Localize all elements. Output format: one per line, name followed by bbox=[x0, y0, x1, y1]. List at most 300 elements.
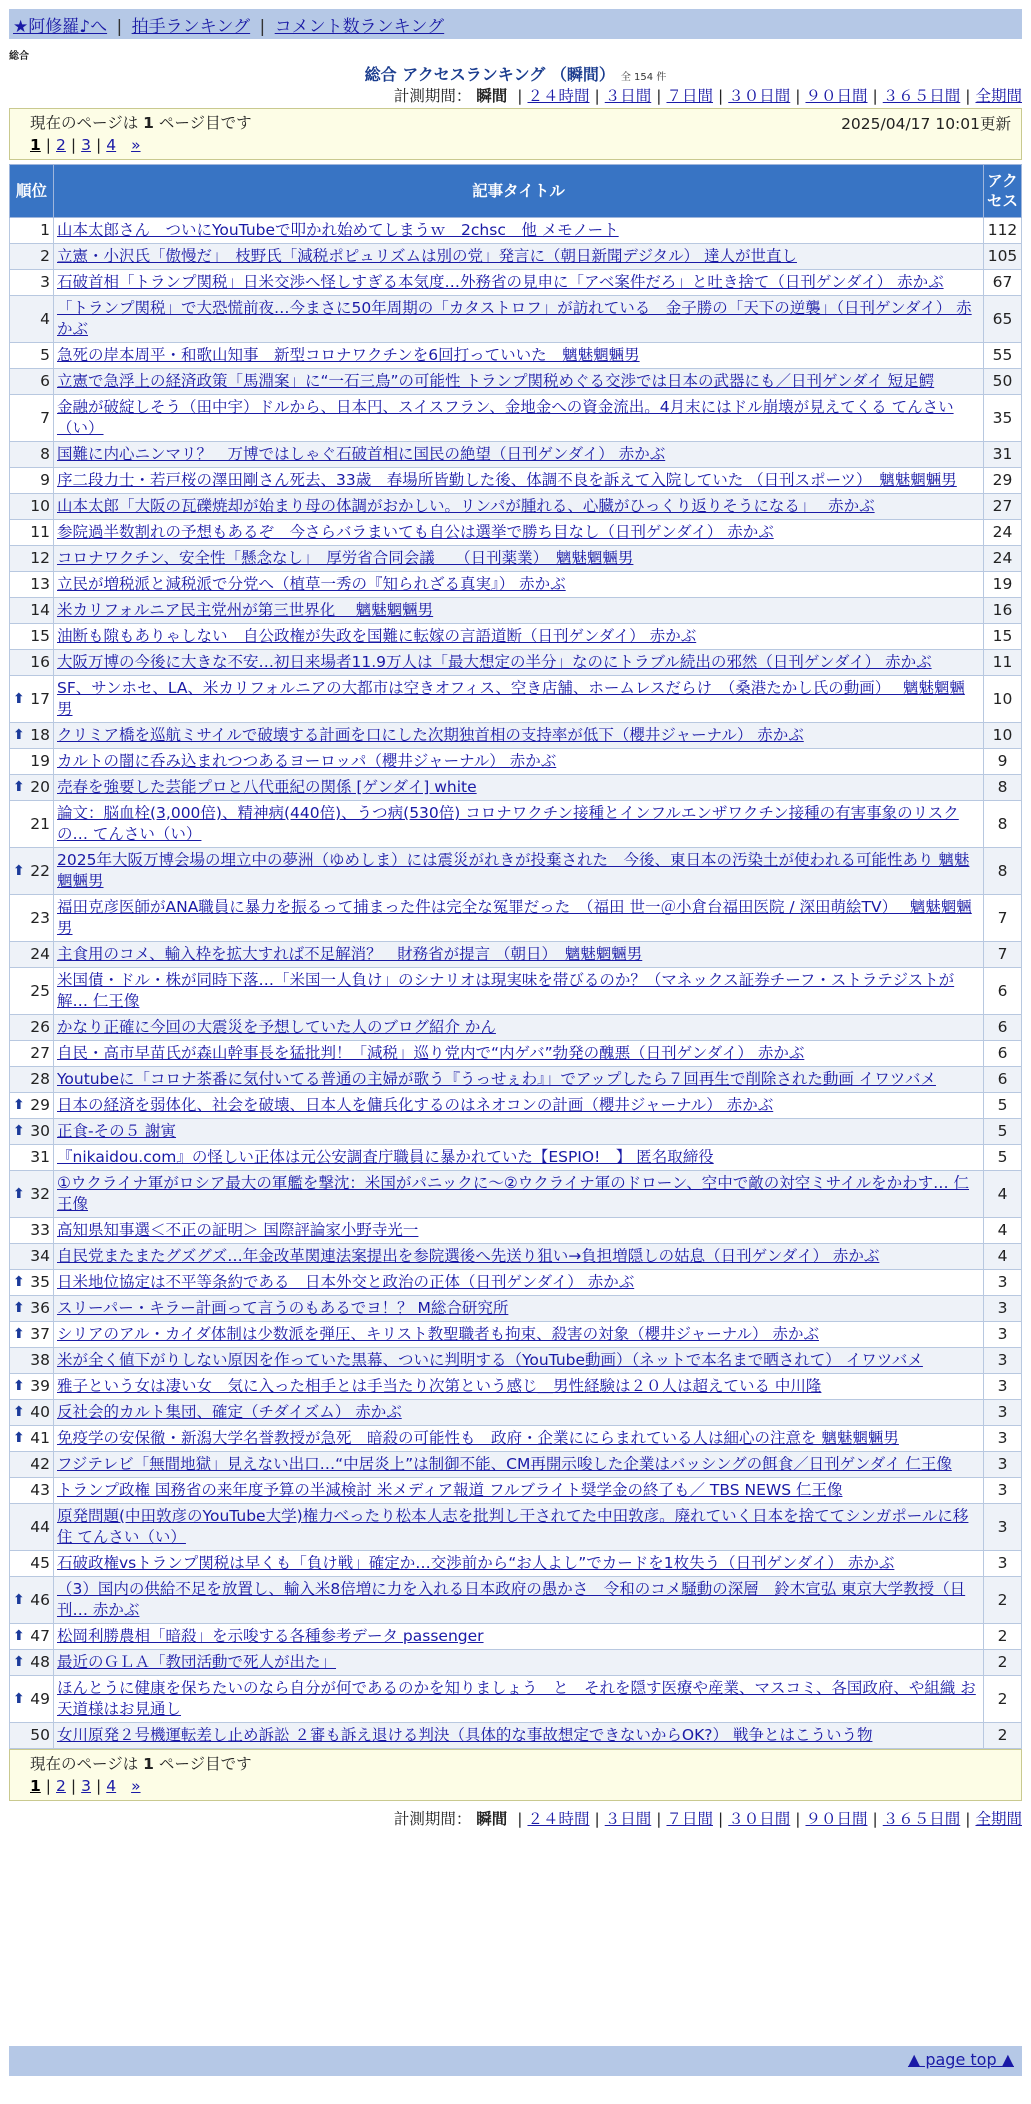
title-cell bbox=[54, 1551, 984, 1577]
access-count: 3 bbox=[984, 1270, 1022, 1296]
table-row bbox=[10, 1041, 1022, 1067]
title-cell bbox=[54, 1374, 984, 1400]
rank-number: 16 bbox=[30, 653, 50, 671]
access-count: 3 bbox=[984, 1551, 1022, 1577]
period-option-link[interactable]: ９０日間 bbox=[805, 1810, 868, 1828]
rank-up-arrow-icon: ⬆ bbox=[13, 1123, 25, 1139]
rank-cell bbox=[10, 1270, 54, 1296]
rank-number: 38 bbox=[30, 1351, 50, 1369]
article-title-link[interactable]: トランプ政権 国務省の来年度予算の半減検討 米メディア報道 フルブライト奨学金の終了も／ TBS NEWS 仁王像 bbox=[57, 1481, 843, 1499]
article-title-link[interactable]: クリミア橋を巡航ミサイルで破壊する計画を口にした次期独首相の支持率が低下（櫻井ジャーナル） 赤かぶ bbox=[57, 726, 804, 744]
title-cell bbox=[54, 468, 984, 494]
period-separator: | bbox=[965, 87, 971, 105]
article-title-link[interactable]: スリーパー・キラー計画って言うのもあるでヨ！？ M総合研究所 bbox=[57, 1299, 509, 1317]
pager-separator: | bbox=[96, 1777, 102, 1795]
period-label: 計測期間： bbox=[393, 1810, 472, 1828]
rank-cell bbox=[10, 218, 54, 244]
rank-up-arrow-icon: ⬆ bbox=[13, 1097, 25, 1113]
article-title-link[interactable]: 米カリフォルニア民主党州が第三世界化 魑魅魍魎男 bbox=[57, 601, 434, 619]
access-count: 6 bbox=[984, 968, 1022, 1015]
title-cell bbox=[54, 1296, 984, 1322]
article-title-link[interactable]: 高知県知事選＜不正の証明＞ 国際評論家小野寺光一 bbox=[57, 1221, 419, 1239]
rank-number: 4 bbox=[40, 309, 50, 328]
rank-cell bbox=[10, 395, 54, 442]
table-row bbox=[10, 1093, 1022, 1119]
rank-number: 32 bbox=[30, 1184, 50, 1203]
period-option-link[interactable]: ３６５日間 bbox=[882, 87, 961, 105]
title-cell bbox=[54, 624, 984, 650]
period-separator: | bbox=[656, 1810, 662, 1828]
header-access: アクセス bbox=[984, 165, 1022, 218]
period-option-link[interactable]: ９０日間 bbox=[805, 87, 868, 105]
access-count: 2 bbox=[984, 1577, 1022, 1624]
nav-separator: | bbox=[116, 17, 123, 37]
rank-cell bbox=[10, 494, 54, 520]
table-row bbox=[10, 1478, 1022, 1504]
title-cell bbox=[54, 801, 984, 848]
title-cell bbox=[54, 520, 984, 546]
article-title-link[interactable]: 国難に内心ニンマリ？ 万博ではしゃぐ石破首相に国民の絶望（日刊ゲンダイ） 赤かぶ bbox=[57, 445, 666, 463]
rank-number: 17 bbox=[30, 689, 50, 708]
rank-number: 29 bbox=[30, 1096, 50, 1114]
article-title-link[interactable]: 山本太郎「大阪の瓦礫焼却が始まり母の体調がおかしい。リンパが腫れる、心臓がひっくり返りそうになる」 赤かぶ bbox=[57, 497, 875, 515]
rank-number: 20 bbox=[30, 778, 50, 796]
rank-number: 14 bbox=[30, 601, 50, 619]
rank-cell bbox=[10, 1093, 54, 1119]
title-cell bbox=[54, 1624, 984, 1650]
access-count: 4 bbox=[984, 1218, 1022, 1244]
page-title: 総合 アクセスランキング （瞬間） bbox=[364, 65, 615, 84]
rank-number: 41 bbox=[30, 1429, 50, 1447]
page-link[interactable]: 1 bbox=[30, 1777, 41, 1795]
rank-number: 27 bbox=[30, 1044, 50, 1062]
access-count: 55 bbox=[984, 343, 1022, 369]
article-title-link[interactable]: 論文：脳血栓(3,000倍)、精神病(440倍)、うつ病(530倍) コロナワクチン接種とインフルエンザワクチン接種の有害事象のリスクの… てんさい（い） bbox=[57, 804, 959, 843]
period-options bbox=[512, 1810, 1022, 1828]
article-title-link[interactable]: 売春を強要した芸能プロと八代亜紀の関係 [ゲンダイ] white bbox=[57, 778, 477, 796]
article-title-link[interactable]: シリアのアル・カイダ体制は少数派を弾圧、キリスト教聖職者も拘束、殺害の対象（櫻井ジャーナル） 赤かぶ bbox=[57, 1325, 819, 1343]
rank-cell bbox=[10, 598, 54, 624]
page-link[interactable]: 2 bbox=[56, 1777, 66, 1795]
period-option-link[interactable]: ３０日間 bbox=[728, 87, 791, 105]
article-title-link[interactable]: 福田克彦医師がANA職員に暴力を振るって捕まった件は完全な冤罪だった （福田 世一＠小倉台福田医院 / 深田萌絵TV） 魑魅魍魎男 bbox=[57, 898, 972, 937]
rank-up-arrow-icon: ⬆ bbox=[13, 779, 25, 795]
access-count: 16 bbox=[984, 598, 1022, 624]
rank-cell bbox=[10, 442, 54, 468]
period-option-link[interactable]: ２４時間 bbox=[527, 1810, 590, 1828]
rank-cell bbox=[10, 676, 54, 723]
period-option-link[interactable]: ７日間 bbox=[666, 87, 713, 105]
page-top-link[interactable]: ▲ page top ▲ bbox=[907, 2050, 1014, 2069]
next-page-link[interactable]: » bbox=[131, 1777, 141, 1795]
article-title-link[interactable]: 免疫学の安保徹・新潟大学名誉教授が急死 暗殺の可能性も 政府・企業ににらまれている人は細心の注意を 魑魅魍魎男 bbox=[57, 1429, 899, 1447]
rank-cell bbox=[10, 369, 54, 395]
rank-cell bbox=[10, 801, 54, 848]
title-cell bbox=[54, 218, 984, 244]
period-separator: | bbox=[517, 87, 523, 105]
page-link[interactable]: 2 bbox=[56, 136, 66, 154]
article-title-link[interactable]: 主食用のコメ、輸入枠を拡大すれば不足解消？ 財務省が提言 （朝日） 魑魅魍魎男 bbox=[57, 945, 643, 963]
title-cell bbox=[54, 1400, 984, 1426]
rank-cell bbox=[10, 520, 54, 546]
pager bbox=[30, 1775, 1001, 1797]
rank-up-arrow-icon: ⬆ bbox=[13, 1185, 25, 1202]
access-count: 3 bbox=[984, 1426, 1022, 1452]
access-count: 67 bbox=[984, 270, 1022, 296]
period-option-link[interactable]: 全期間 bbox=[975, 1810, 1022, 1828]
period-separator: | bbox=[594, 87, 600, 105]
next-page-link[interactable]: » bbox=[131, 136, 141, 154]
access-count: 31 bbox=[984, 442, 1022, 468]
article-title-link[interactable]: 序二段力士・若戸桜の澤田剛さん死去、33歳 春場所皆勤した後、体調不良を訴えて入院していた （日刊スポーツ） 魑魅魍魎男 bbox=[57, 471, 957, 489]
table-row bbox=[10, 369, 1022, 395]
article-title-link[interactable]: 日本の経済を弱体化、社会を破壊、日本人を傭兵化するのはネオコンの計画（櫻井ジャーナル） 赤かぶ bbox=[57, 1096, 774, 1114]
access-count: 7 bbox=[984, 895, 1022, 942]
rank-cell bbox=[10, 1374, 54, 1400]
rank-cell bbox=[10, 546, 54, 572]
rank-cell bbox=[10, 968, 54, 1015]
period-current: 瞬間 bbox=[476, 1810, 508, 1828]
title-cell bbox=[54, 1244, 984, 1270]
article-title-link[interactable]: かなり正確に今回の大震災を予想していた人のブログ紹介 かん bbox=[57, 1018, 496, 1036]
title-cell bbox=[54, 1218, 984, 1244]
page-link[interactable]: 3 bbox=[81, 1777, 92, 1795]
article-title-link[interactable]: 正食-その５ 謝寅 bbox=[57, 1122, 177, 1140]
title-cell bbox=[54, 369, 984, 395]
period-separator: | bbox=[795, 87, 801, 105]
access-count: 5 bbox=[984, 1093, 1022, 1119]
access-count: 2 bbox=[984, 1624, 1022, 1650]
article-title-link[interactable]: 雅子という女は凄い女 気に入った相手とは手当たり次第という感じ＿男性経験は２０人は超えている 中川隆 bbox=[57, 1377, 822, 1395]
table-header-row bbox=[10, 165, 1022, 218]
article-title-link[interactable]: 自民・高市早苗氏が森山幹事長を猛批判！「減税」巡り党内で“内ゲバ”勃発の醜悪（日刊ゲンダイ） 赤かぶ bbox=[57, 1044, 805, 1062]
pager-separator: | bbox=[96, 136, 102, 154]
rank-up-arrow-icon: ⬆ bbox=[13, 1654, 25, 1670]
rank-number: 8 bbox=[40, 445, 50, 463]
article-title-link[interactable]: 「トランプ関税」で大恐慌前夜…今まさに50年周期の「カタストロフ」が訪れている 金子勝の「天下の逆襲」（日刊ゲンダイ） 赤かぶ bbox=[57, 299, 972, 338]
access-count: 10 bbox=[984, 676, 1022, 723]
rank-number: 15 bbox=[30, 627, 50, 645]
period-separator: | bbox=[872, 87, 878, 105]
access-count: 3 bbox=[984, 1296, 1022, 1322]
rank-cell bbox=[10, 1452, 54, 1478]
rank-cell bbox=[10, 1244, 54, 1270]
table-row bbox=[10, 1171, 1022, 1218]
article-title-link[interactable]: 米国債・ドル・株が同時下落…「米国一人負け」のシナリオは現実味を帯びるのか？（マネックス証券チーフ・ストラテジストが解… 仁王像 bbox=[57, 971, 955, 1010]
title-cell bbox=[54, 942, 984, 968]
article-title-link[interactable]: 金融が破綻しそう（田中宇）ドルから、日本円、スイスフラン、金地金への資金流出。4月末にはドル崩壊が見えてくる てんさい（い） bbox=[57, 398, 954, 437]
table-row bbox=[10, 1067, 1022, 1093]
rank-cell bbox=[10, 1577, 54, 1624]
article-title-link[interactable]: 油断も隙もありゃしない 自公政権が失政を国難に転嫁の言語道断（日刊ゲンダイ） 赤かぶ bbox=[57, 627, 697, 645]
table-row bbox=[10, 395, 1022, 442]
title-cell bbox=[54, 1478, 984, 1504]
pager-separator: | bbox=[45, 136, 52, 154]
rank-up-arrow-icon: ⬆ bbox=[13, 1300, 25, 1316]
article-title-link[interactable]: 石破政権vsトランプ関税は早くも「負け戦」確定か…交渉前から“お人よし”でカードを1枚失う（日刊ゲンダイ） 赤かぶ bbox=[57, 1554, 895, 1572]
article-title-link[interactable]: 急死の岸本周平・和歌山知事 新型コロナワクチンを6回打っていいた 魑魅魍魎男 bbox=[57, 346, 640, 364]
rank-number: 1 bbox=[40, 221, 50, 239]
access-count: 3 bbox=[984, 1478, 1022, 1504]
access-count: 65 bbox=[984, 296, 1022, 343]
rank-number: 21 bbox=[30, 814, 50, 833]
access-count: 35 bbox=[984, 395, 1022, 442]
rank-number: 50 bbox=[30, 1726, 50, 1744]
article-title-link[interactable]: 立憲・小沢氏「傲慢だ」 枝野氏「減税ポピュリズムは別の党」発言に（朝日新聞デジタル） 達人が世直し bbox=[57, 247, 797, 265]
rank-cell bbox=[10, 1348, 54, 1374]
article-title-link[interactable]: 大阪万博の今後に大きな不安…初日来場者11.9万人は「最大想定の半分」なのにトラブル続出の邪然（日刊ゲンダイ） 赤かぶ bbox=[57, 653, 932, 671]
article-title-link[interactable]: 山本太郎さん ついにYouTubeで叩かれ始めてしまうｗ 2chsc 他 メモノート bbox=[57, 221, 619, 239]
rank-cell bbox=[10, 1400, 54, 1426]
article-title-link[interactable]: Youtubeに「コロナ茶番に気付いてる普通の主婦が歌う『うっせぇわ』」でアップしたら７回再生で削除された動画 イワツバメ bbox=[57, 1070, 936, 1088]
period-separator: | bbox=[965, 1810, 971, 1828]
pager-spacer bbox=[116, 136, 131, 154]
updated-timestamp: 2025/04/17 10:01更新 bbox=[841, 115, 1011, 133]
period-option-link[interactable]: ３日間 bbox=[604, 1810, 652, 1828]
link-applause-ranking[interactable]: 拍手ランキング bbox=[131, 17, 251, 37]
article-title-link[interactable]: 自民党またまたグズグズ…年金改革関連法案提出を参院選後へ先送り狙い→負担増隠しの姑息（日刊ゲンダイ） 赤かぶ bbox=[57, 1247, 880, 1265]
title-cell bbox=[54, 1504, 984, 1551]
access-count: 15 bbox=[984, 624, 1022, 650]
access-count: 10 bbox=[984, 723, 1022, 749]
rank-cell bbox=[10, 1624, 54, 1650]
rank-cell bbox=[10, 296, 54, 343]
table-row bbox=[10, 270, 1022, 296]
pager-separator: | bbox=[70, 1777, 77, 1795]
rank-up-arrow-icon: ⬆ bbox=[13, 1378, 25, 1394]
rank-cell bbox=[10, 624, 54, 650]
rank-number: 40 bbox=[30, 1403, 50, 1421]
title-cell bbox=[54, 1093, 984, 1119]
title-cell bbox=[54, 848, 984, 895]
total-count: 全 154 件 bbox=[620, 72, 667, 83]
access-count: 8 bbox=[984, 848, 1022, 895]
table-row bbox=[10, 1244, 1022, 1270]
ranking-table bbox=[9, 164, 1022, 1749]
access-count: 4 bbox=[984, 1171, 1022, 1218]
title-cell bbox=[54, 775, 984, 801]
rank-number: 47 bbox=[30, 1627, 50, 1645]
title-cell bbox=[54, 1426, 984, 1452]
title-cell bbox=[54, 1676, 984, 1723]
article-title-link[interactable]: 2025年大阪万博会場の埋立中の夢洲（ゆめしま）には震災がれきが投棄された 今後、東日本の汚染土が使われる可能性あり 魑魅魍魎男 bbox=[57, 851, 970, 890]
section-label: 総合 bbox=[9, 51, 29, 62]
rank-number: 39 bbox=[30, 1377, 50, 1395]
article-title-link[interactable]: 『nikaidou.com』の怪しい正体は元公安調査庁職員に暴かれていた【ESPIO! 】 匿名取締役 bbox=[57, 1148, 714, 1166]
title-cell bbox=[54, 270, 984, 296]
article-title-link[interactable]: 立憲で急浮上の経済政策「馬淵案」に“一石三鳥”の可能性 トランプ関税めぐる交渉では日本の武器にも／日刊ゲンダイ 短足鰐 bbox=[57, 372, 935, 390]
period-separator: | bbox=[656, 87, 662, 105]
table-row bbox=[10, 1426, 1022, 1452]
table-row bbox=[10, 1504, 1022, 1551]
title-cell bbox=[54, 1452, 984, 1478]
article-title-link[interactable]: カルトの闇に呑み込まれつつあるヨーロッパ（櫻井ジャーナル） 赤かぶ bbox=[57, 752, 557, 770]
title-cell bbox=[54, 749, 984, 775]
header-title: 記事タイトル bbox=[54, 165, 984, 218]
period-option-link[interactable]: ７日間 bbox=[666, 1810, 713, 1828]
access-count: 6 bbox=[984, 1067, 1022, 1093]
access-count: 3 bbox=[984, 1348, 1022, 1374]
access-count: 29 bbox=[984, 468, 1022, 494]
access-count: 3 bbox=[984, 1400, 1022, 1426]
page-link[interactable]: 4 bbox=[106, 1777, 117, 1795]
page-status-bottom bbox=[9, 1749, 1022, 1801]
rank-cell bbox=[10, 1171, 54, 1218]
table-row bbox=[10, 442, 1022, 468]
rank-number: 12 bbox=[30, 549, 50, 567]
period-separator: | bbox=[718, 87, 724, 105]
rank-number: 19 bbox=[30, 752, 50, 770]
title-cell bbox=[54, 296, 984, 343]
rank-number: 42 bbox=[30, 1455, 50, 1473]
page-link[interactable]: 3 bbox=[81, 136, 92, 154]
access-count: 9 bbox=[984, 749, 1022, 775]
rank-up-arrow-icon: ⬆ bbox=[13, 1430, 25, 1446]
article-title-link[interactable]: （3）国内の供給不足を放置し、輸入米8倍増に力を入れる日本政府の愚かさ 令和のコメ騒動の深層 鈴木宣弘 東京大学教授（日刊… 赤かぶ bbox=[57, 1580, 966, 1619]
page-link[interactable]: 4 bbox=[106, 136, 117, 154]
access-count: 7 bbox=[984, 942, 1022, 968]
access-count: 6 bbox=[984, 1015, 1022, 1041]
rank-cell bbox=[10, 468, 54, 494]
title-cell bbox=[54, 1119, 984, 1145]
article-title-link[interactable]: 女川原発２号機運転差し止め訴訟 ２審も訴え退ける判決（具体的な事故想定できないからOK?） 戦争とはこういう物 bbox=[57, 1726, 873, 1744]
rank-up-arrow-icon: ⬆ bbox=[13, 1326, 25, 1342]
rank-up-arrow-icon: ⬆ bbox=[13, 727, 25, 743]
period-separator: | bbox=[872, 1810, 878, 1828]
access-count: 3 bbox=[984, 1322, 1022, 1348]
rank-cell bbox=[10, 1650, 54, 1676]
article-title-link[interactable]: コロナワクチン、安全性「懸念なし」 厚労省合同会議 （日刊薬業） 魑魅魍魎男 bbox=[57, 549, 634, 567]
table-row bbox=[10, 1218, 1022, 1244]
rank-cell bbox=[10, 1145, 54, 1171]
rank-cell bbox=[10, 1015, 54, 1041]
rank-number: 18 bbox=[30, 726, 50, 744]
rank-cell bbox=[10, 1551, 54, 1577]
article-title-link[interactable]: 原発問題(中田敦彦のYouTube大学)権力べったり松本人志を批判し干されてた中田敦彦。廃れていく日本を捨ててシンガポールに移住 てんさい（い） bbox=[57, 1507, 969, 1546]
rank-number: 24 bbox=[30, 945, 50, 963]
table-row bbox=[10, 1015, 1022, 1041]
access-count: 3 bbox=[984, 1504, 1022, 1551]
rank-cell bbox=[10, 848, 54, 895]
nav-separator: | bbox=[259, 17, 266, 37]
article-title-link[interactable]: SF、サンホセ、LA、米カリフォルニアの大都市は空きオフィス、空き店舗、ホームレスだらけ （桑港たかし氏の動画） 魑魅魍魎男 bbox=[57, 679, 965, 718]
article-title-link[interactable]: 石破首相「トランプ関税」日米交渉へ怪しすぎる本気度…外務省の見申に「アベ案件だろ」と吐き捨て（日刊ゲンダイ） 赤かぶ bbox=[57, 273, 944, 291]
period-option-link[interactable]: ３日間 bbox=[604, 87, 652, 105]
access-count: 105 bbox=[984, 244, 1022, 270]
period-option-link[interactable]: ２４時間 bbox=[527, 87, 590, 105]
rank-number: 45 bbox=[30, 1554, 50, 1572]
article-title-link[interactable]: ほんとうに健康を保ちたいのなら自分が何であるのかを知りましょう と それを隠す医療や産業、マスコミ、各国政府、や組織 お天道様はお見通し bbox=[57, 1679, 976, 1718]
rank-cell bbox=[10, 1218, 54, 1244]
rank-number: 9 bbox=[40, 471, 50, 489]
article-title-link[interactable]: 米が全く値下がりしない原因を作っていた黒幕、ついに判明する（YouTube動画）（ネットで本名まで晒されて） イワツバメ bbox=[57, 1351, 923, 1369]
rank-cell bbox=[10, 244, 54, 270]
footer-bar bbox=[9, 2046, 1022, 2076]
title-cell bbox=[54, 1577, 984, 1624]
rank-cell bbox=[10, 1119, 54, 1145]
title-cell bbox=[54, 968, 984, 1015]
page-link[interactable]: 1 bbox=[30, 136, 41, 154]
title-cell bbox=[54, 895, 984, 942]
title-cell bbox=[54, 1650, 984, 1676]
article-title-link[interactable]: 参院過半数割れの予想もあるぞ 今さらバラまいても自公は選挙で勝ち目なし（日刊ゲンダイ） 赤かぶ bbox=[57, 523, 774, 541]
table-row bbox=[10, 1400, 1022, 1426]
period-option-link[interactable]: ３６５日間 bbox=[882, 1810, 961, 1828]
table-row bbox=[10, 244, 1022, 270]
rank-number: 31 bbox=[30, 1148, 50, 1166]
access-count: 24 bbox=[984, 546, 1022, 572]
pager-separator: | bbox=[70, 136, 77, 154]
rank-cell bbox=[10, 270, 54, 296]
period-current: 瞬間 bbox=[476, 87, 508, 105]
article-title-link[interactable]: フジテレビ「無間地獄」見えない出口…“中居炎上”は制御不能、CM再開示唆した企業はバッシングの餌食／日刊ゲンダイ 仁王像 bbox=[57, 1455, 952, 1473]
table-row bbox=[10, 520, 1022, 546]
article-title-link[interactable]: 反社会的カルト集団、確定（チダイズム） 赤かぶ bbox=[57, 1403, 402, 1421]
table-row bbox=[10, 598, 1022, 624]
current-page-number: 1 bbox=[143, 114, 154, 132]
rank-cell bbox=[10, 1296, 54, 1322]
header-rank: 順位 bbox=[10, 165, 54, 218]
rank-number: 37 bbox=[30, 1325, 50, 1343]
title-cell bbox=[54, 1145, 984, 1171]
article-title-link[interactable]: ①ウクライナ軍がロシア最大の軍艦を撃沈：米国がパニックに～②ウクライナ軍のドローン、空中で敵の対空ミサイルをかわす… 仁王像 bbox=[57, 1174, 970, 1213]
title-cell bbox=[54, 343, 984, 369]
rank-number: 26 bbox=[30, 1018, 50, 1036]
rank-up-arrow-icon: ⬆ bbox=[13, 1628, 25, 1644]
article-title-link[interactable]: 立民が増税派と減税派で分党へ（植草一秀の『知られざる真実』） 赤かぶ bbox=[57, 575, 566, 593]
title-cell bbox=[54, 1723, 984, 1749]
rank-up-arrow-icon: ⬆ bbox=[13, 1274, 25, 1290]
table-row bbox=[10, 343, 1022, 369]
page-status-top bbox=[9, 108, 1022, 160]
article-title-link[interactable]: 日米地位協定は不平等条約である 日本外交と政治の正体（日刊ゲンダイ） 赤かぶ bbox=[57, 1273, 635, 1291]
title-cell bbox=[54, 1322, 984, 1348]
article-title-link[interactable]: 松岡利勝農相「暗殺」を示唆する各種参考データ passenger bbox=[57, 1627, 484, 1645]
link-asyura-home[interactable]: ★阿修羅♪へ bbox=[13, 17, 108, 37]
table-row bbox=[10, 1577, 1022, 1624]
rank-number: 44 bbox=[30, 1517, 50, 1536]
table-row bbox=[10, 1296, 1022, 1322]
period-selector-bottom bbox=[394, 1807, 1022, 1829]
access-count: 19 bbox=[984, 572, 1022, 598]
rank-number: 28 bbox=[30, 1070, 50, 1088]
period-options bbox=[512, 87, 1022, 105]
table-row bbox=[10, 749, 1022, 775]
table-row bbox=[10, 572, 1022, 598]
table-row bbox=[10, 1650, 1022, 1676]
period-separator: | bbox=[795, 1810, 801, 1828]
rank-cell bbox=[10, 1676, 54, 1723]
article-title-link[interactable]: 最近のＧＬＡ「教団活動で死人が出た」 bbox=[57, 1653, 337, 1671]
top-nav-bar bbox=[9, 9, 1022, 39]
rank-number: 25 bbox=[30, 981, 50, 1000]
rank-cell bbox=[10, 749, 54, 775]
period-option-link[interactable]: ３０日間 bbox=[728, 1810, 791, 1828]
title-cell bbox=[54, 1348, 984, 1374]
title-cell bbox=[54, 442, 984, 468]
link-comment-ranking[interactable]: コメント数ランキング bbox=[274, 17, 445, 37]
ranking-rows bbox=[10, 218, 1022, 1749]
period-option-link[interactable]: 全期間 bbox=[975, 87, 1022, 105]
access-count: 27 bbox=[984, 494, 1022, 520]
rank-number: 10 bbox=[30, 497, 50, 515]
pager bbox=[30, 134, 1001, 156]
title-cell bbox=[54, 244, 984, 270]
access-count: 4 bbox=[984, 1244, 1022, 1270]
rank-number: 5 bbox=[40, 346, 50, 364]
table-row bbox=[10, 1551, 1022, 1577]
access-count: 5 bbox=[984, 1145, 1022, 1171]
